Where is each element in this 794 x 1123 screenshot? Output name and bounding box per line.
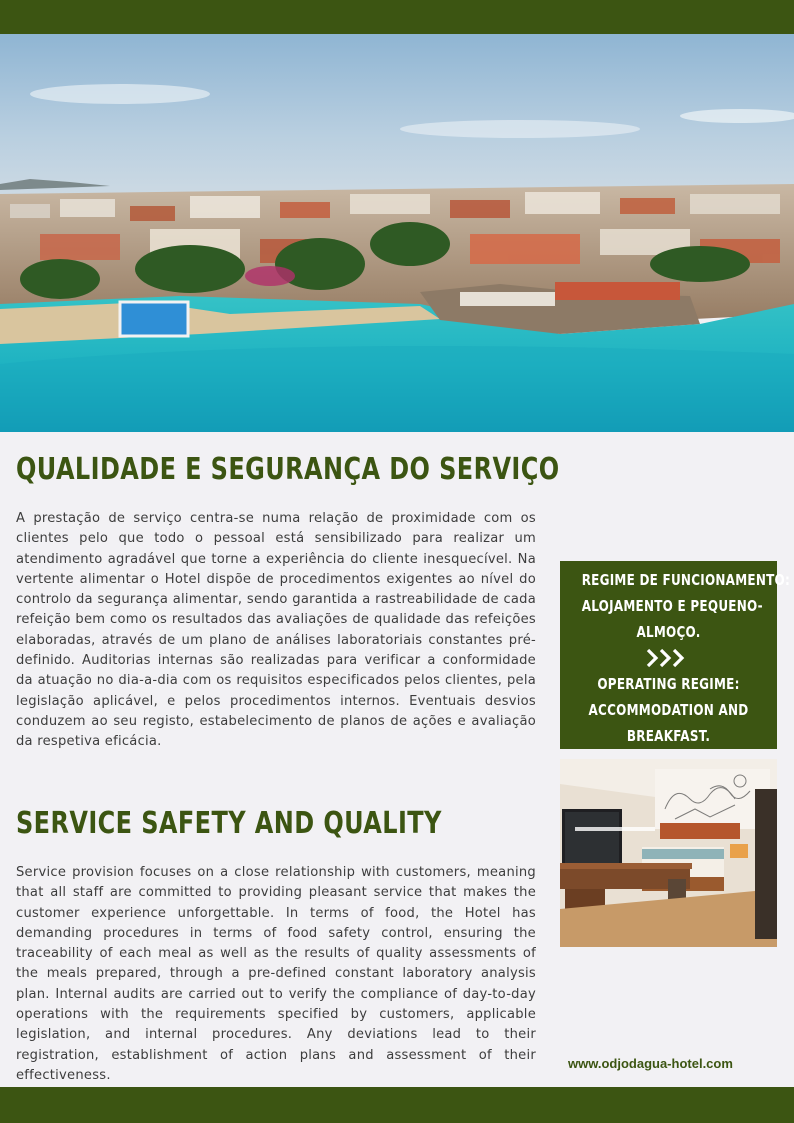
bottom-green-band: [0, 1087, 794, 1123]
heading-portuguese: QUALIDADE E SEGURANÇA DO SERVIÇO: [16, 452, 560, 487]
website-link[interactable]: www.odjodagua-hotel.com: [568, 1056, 733, 1071]
operating-regime-box: [560, 561, 791, 749]
regime-pt-line2: ALOJAMENTO E PEQUENO-: [581, 597, 763, 615]
hero-aerial-photo: [0, 34, 794, 432]
regime-en-line3: BREAKFAST.: [626, 727, 711, 745]
regime-en-line2: ACCOMMODATION AND: [588, 701, 749, 719]
heading-english: SERVICE SAFETY AND QUALITY: [16, 806, 442, 841]
regime-pt-line1: REGIME DE FUNCIONAMENTO:: [581, 571, 791, 589]
regime-en-line1: OPERATING REGIME:: [597, 675, 740, 693]
body-portuguese: A prestação de serviço centra-se numa relação de proximidade com os clientes pelo que todo o pessoal está sensibilizado para realizar um atendimento agradável que torne a experiência do cliente inesquecível. Na vertente alimentar o Hotel dispõe de procedimentos exigentes ao nível do controlo da segurança alimentar, sendo garantida a rastreabilidade de cada refeição bem como os resultados das avaliações de qualidade das refeições elaboradas, através de um plano de análises laboratoriais constantes pré-definido. Auditorias internas são realizadas para verificar a conformidade da atuação no dia-a-dia com os requisitos especificados pelos clientes, pela legislação aplicável, e pelos procedimentos internos. Eventuais desvios conduzem ao seu registo, estabelecimento de planos de ações e avaliação da respetiva eficácia.: [16, 511, 536, 750]
regime-pt-line3: ALMOÇO.: [636, 623, 701, 641]
body-english: Service provision focuses on a close relationship with customers, meaning that all staff are committed to providing pleasant service that makes the customer experience unforgettable. In terms of food, the Hotel has demanding procedures in terms of food safety control, ensuring the traceability of each meal as well as the results of quality assessments of the meals prepared, through a pre-defined constant laboratory analysis plan. Internal audits are carried out to verify the compliance of day-to-day operations with the requirements specified by customers, applicable legislation, and internal procedures. Any deviations lead to their registration, establishment of action plans and assessment of their effectiveness.: [16, 865, 536, 1083]
hotel-room-photo: [560, 759, 777, 947]
top-green-band: [0, 0, 794, 34]
triple-chevron-right-icon: [646, 647, 690, 669]
